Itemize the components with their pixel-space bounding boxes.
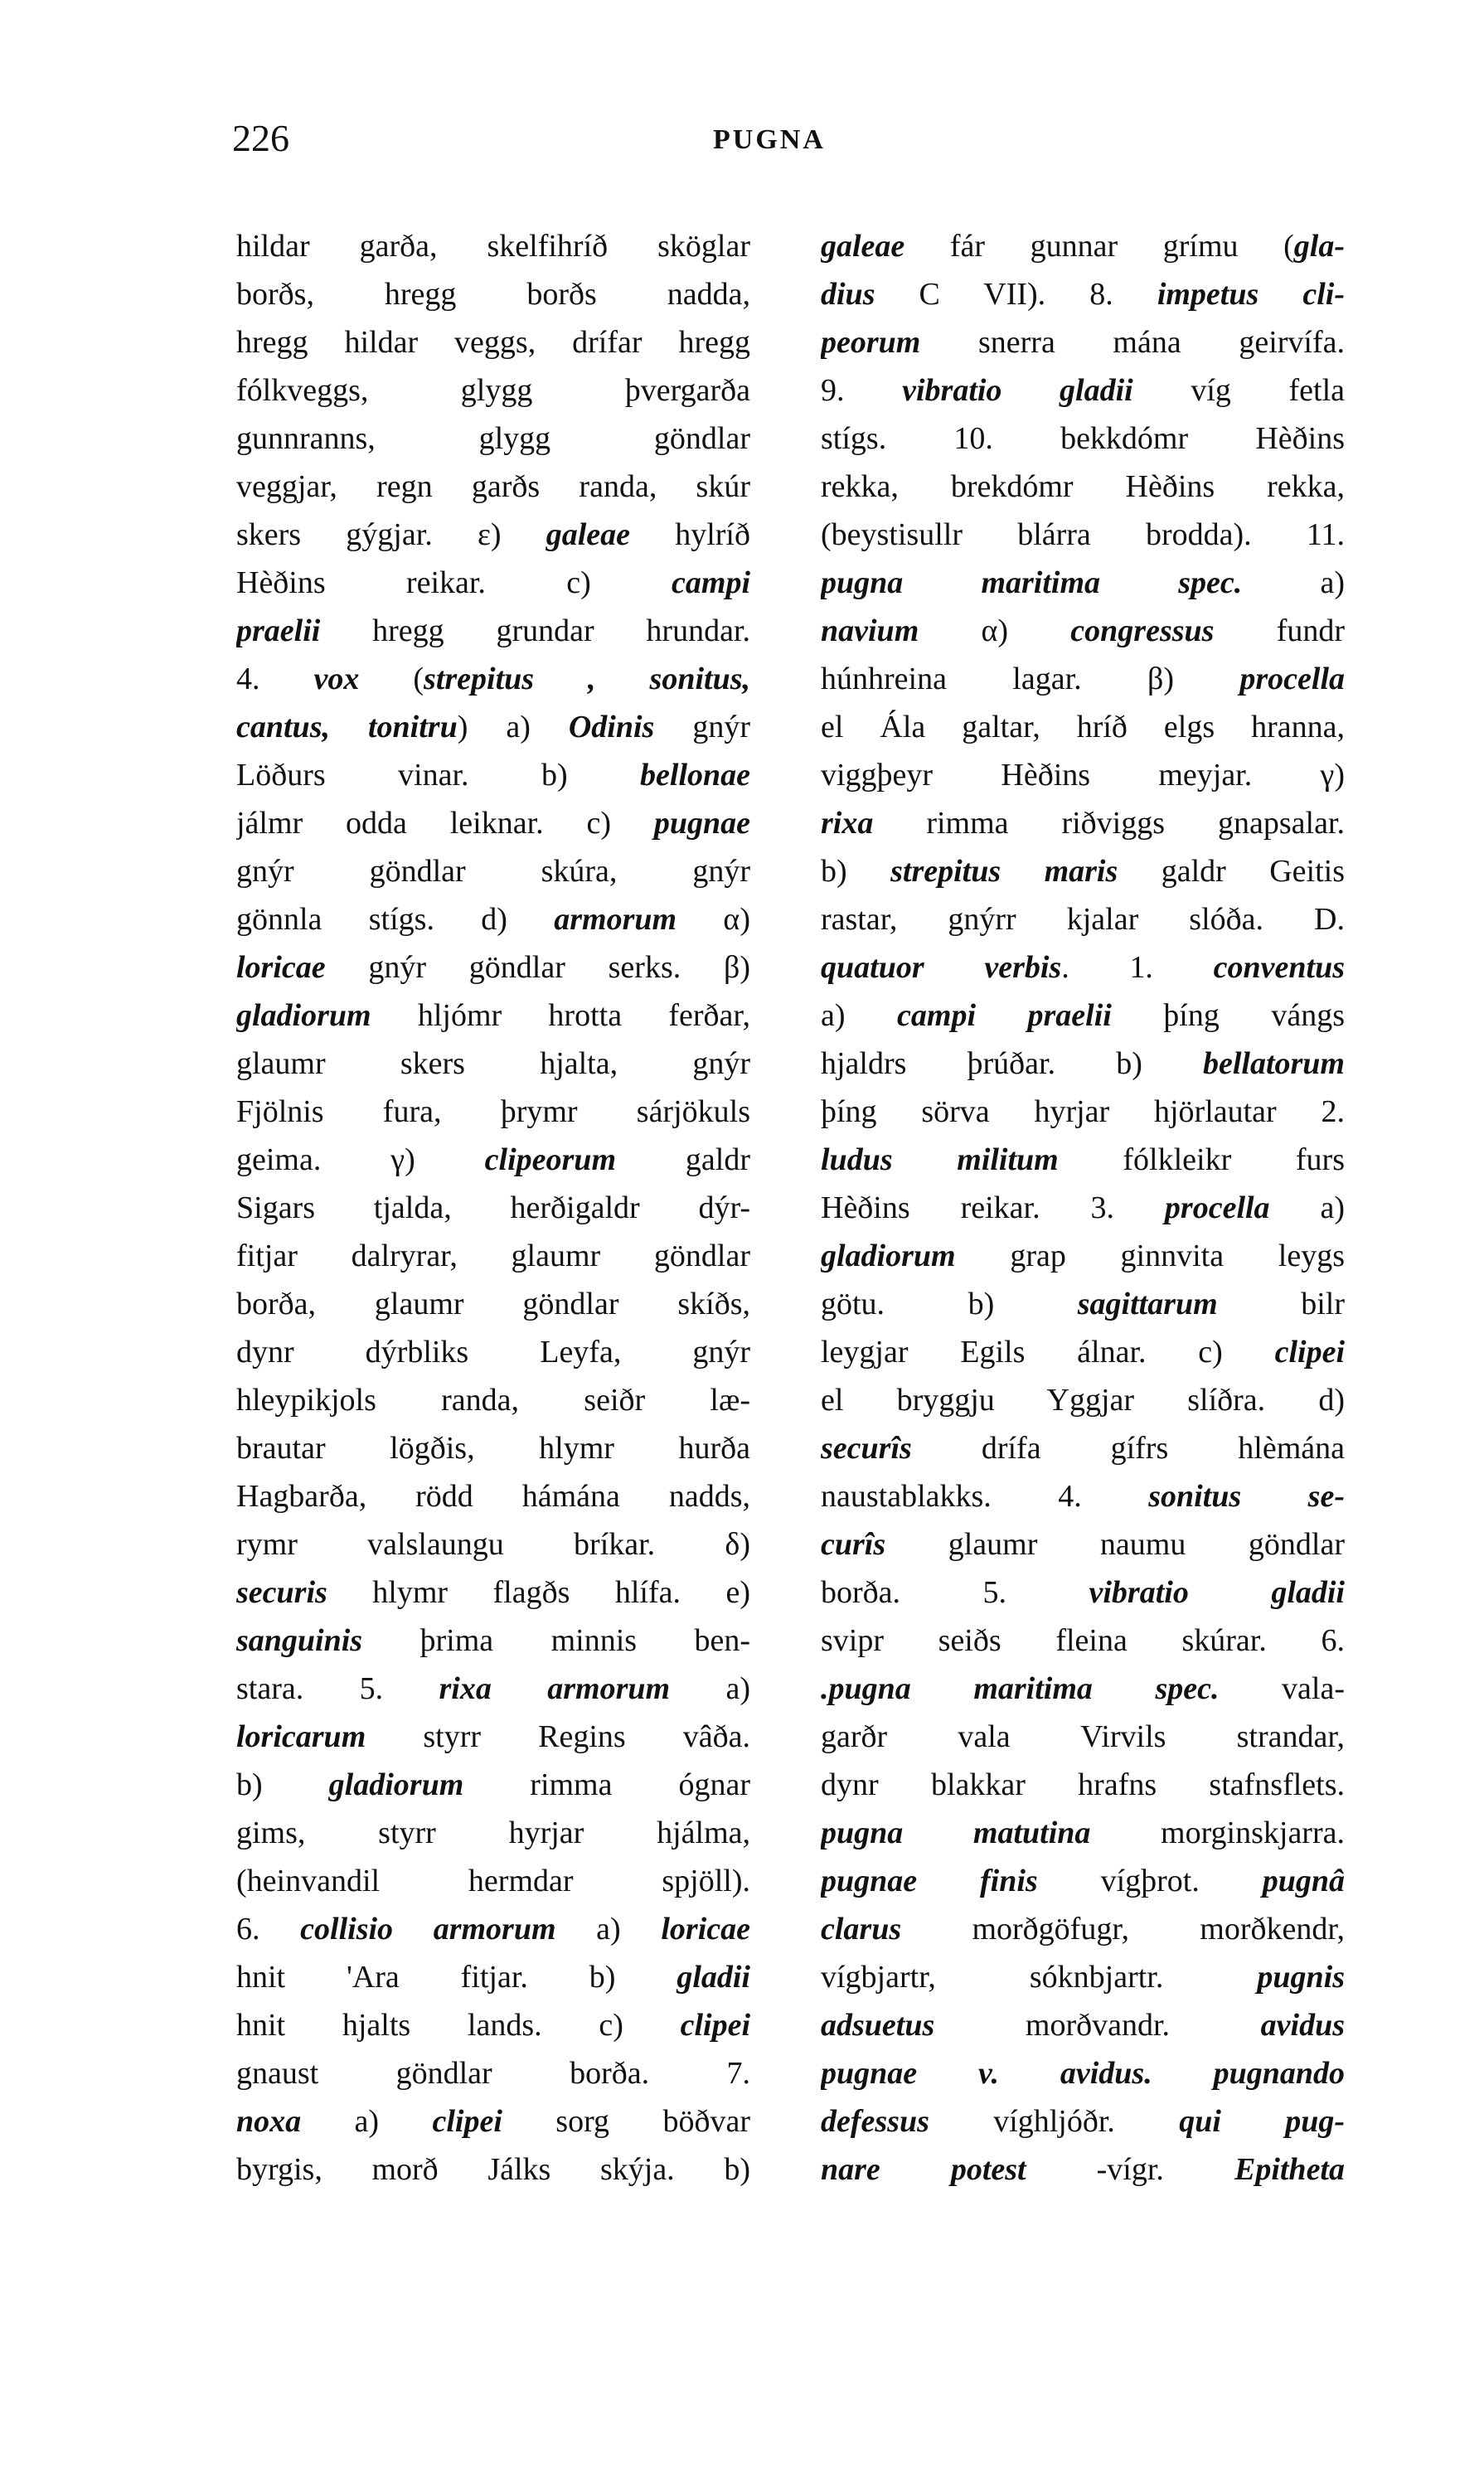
text-segment: galdr Geitis bbox=[1118, 854, 1345, 889]
text-line bbox=[821, 1088, 1345, 1136]
text-segment: naustablakks. 4. bbox=[821, 1479, 1149, 1514]
latin-term: gladiorum bbox=[236, 998, 371, 1033]
text-segment: el Ála galtar, hríð elgs hranna, bbox=[821, 710, 1345, 744]
text-segment: stara. 5. bbox=[236, 1671, 439, 1706]
text-line bbox=[821, 943, 1345, 991]
latin-term: impetus cli- bbox=[1157, 277, 1345, 312]
latin-term: galeae bbox=[821, 229, 905, 264]
text-line bbox=[236, 1424, 750, 1472]
text-line bbox=[821, 1761, 1345, 1809]
text-segment: stígs. 10. bekkdómr Hèðins bbox=[821, 421, 1345, 456]
text-segment: vígbjartr, sóknbjartr. bbox=[821, 1960, 1258, 1995]
text-segment: bilr bbox=[1217, 1287, 1345, 1321]
text-segment: Hagbarða, rödd hámána nadds, bbox=[236, 1479, 750, 1514]
text-segment: 6. bbox=[236, 1912, 301, 1946]
text-line bbox=[821, 1136, 1345, 1184]
text-segment: viggþeyr Hèðins meyjar. γ) bbox=[821, 758, 1345, 793]
text-line bbox=[821, 511, 1345, 559]
text-segment: fár gunnar grímu ( bbox=[904, 229, 1294, 264]
text-segment: Hèðins reikar. 3. bbox=[821, 1190, 1165, 1225]
latin-term: nare potest bbox=[821, 2152, 1026, 2187]
text-segment: hjaldrs þrúðar. b) bbox=[821, 1046, 1203, 1081]
text-line bbox=[236, 1809, 750, 1857]
latin-term: pugna maritima spec. bbox=[821, 565, 1243, 600]
text-segment: Fjölnis fura, þrymr sárjökuls bbox=[236, 1094, 750, 1129]
text-line bbox=[821, 2145, 1345, 2194]
latin-term: galeae bbox=[546, 517, 631, 552]
text-segment: hregg grundar hrundar. bbox=[320, 613, 750, 648]
text-line bbox=[821, 1905, 1345, 1953]
text-line bbox=[236, 655, 750, 703]
text-line bbox=[821, 991, 1345, 1040]
text-line bbox=[236, 1040, 750, 1088]
text-line bbox=[236, 1713, 750, 1761]
text-segment: morðvandr. bbox=[934, 2008, 1261, 2043]
text-line bbox=[821, 318, 1345, 366]
text-line bbox=[821, 366, 1345, 414]
text-segment: ( bbox=[359, 662, 424, 696]
text-line bbox=[236, 463, 750, 511]
text-line bbox=[821, 1232, 1345, 1280]
text-segment: b) bbox=[236, 1767, 329, 1802]
latin-term: adsuetus bbox=[821, 2008, 935, 2043]
text-segment: rimma ógnar bbox=[463, 1767, 750, 1802]
latin-term: praelii bbox=[236, 613, 321, 648]
text-line bbox=[236, 414, 750, 463]
text-segment: 9. bbox=[821, 373, 903, 408]
text-line bbox=[236, 1328, 750, 1376]
text-segment: veggjar, regn garðs randa, skúr bbox=[236, 469, 750, 504]
latin-term: congressus bbox=[1070, 613, 1215, 648]
text-segment: a) bbox=[670, 1671, 750, 1706]
text-line bbox=[821, 414, 1345, 463]
latin-term: securis bbox=[236, 1575, 327, 1610]
text-line bbox=[236, 895, 750, 943]
latin-term: sonitus se- bbox=[1148, 1479, 1345, 1514]
latin-term: loricarum bbox=[236, 1719, 366, 1754]
latin-term: strepitus , sonitus, bbox=[424, 662, 750, 696]
latin-term: defessus bbox=[821, 2104, 929, 2139]
text-line bbox=[236, 2097, 750, 2145]
text-line bbox=[821, 1809, 1345, 1857]
text-segment: vígþrot. bbox=[1037, 1864, 1263, 1898]
text-line bbox=[236, 318, 750, 366]
text-segment: styrr Regins vâða. bbox=[366, 1719, 750, 1754]
text-segment: brautar lögðis, hlymr hurða bbox=[236, 1431, 750, 1466]
text-line bbox=[236, 799, 750, 847]
latin-term: cantus, tonitru bbox=[236, 710, 458, 744]
text-line bbox=[236, 1761, 750, 1809]
text-segment: gims, styrr hyrjar hjálma, bbox=[236, 1816, 750, 1850]
text-segment: garðr vala Virvils strandar, bbox=[821, 1719, 1345, 1754]
text-line bbox=[821, 2049, 1345, 2097]
text-line bbox=[236, 1905, 750, 1953]
text-segment: ) a) bbox=[457, 710, 569, 744]
text-line bbox=[236, 559, 750, 607]
latin-term: pugnâ bbox=[1262, 1864, 1345, 1898]
latin-term: conventus bbox=[1213, 950, 1345, 985]
latin-term: loricae bbox=[236, 950, 326, 985]
text-segment: morðgöfugr, morðkendr, bbox=[901, 1912, 1345, 1946]
text-segment: -vígr. bbox=[1026, 2152, 1234, 2187]
latin-term: clipeorum bbox=[484, 1142, 616, 1177]
latin-term: avidus bbox=[1260, 2008, 1345, 2043]
text-segment: . 1. bbox=[1061, 950, 1214, 985]
text-line bbox=[821, 1184, 1345, 1232]
latin-term: armorum bbox=[554, 902, 677, 937]
text-segment: borða. 5. bbox=[821, 1575, 1089, 1610]
text-line bbox=[821, 1040, 1345, 1088]
text-line bbox=[821, 751, 1345, 799]
latin-term: noxa bbox=[236, 2104, 302, 2139]
text-segment: gönnla stígs. d) bbox=[236, 902, 555, 937]
text-segment: el bryggju Yggjar slíðra. d) bbox=[821, 1383, 1345, 1418]
text-segment: a) bbox=[1269, 1190, 1345, 1225]
text-line bbox=[236, 2001, 750, 2049]
text-line bbox=[821, 1713, 1345, 1761]
latin-term: quatuor verbis bbox=[821, 950, 1062, 985]
latin-term: curîs bbox=[821, 1527, 886, 1562]
text-segment: jálmr odda leiknar. c) bbox=[236, 806, 654, 841]
text-segment: a) bbox=[1242, 565, 1345, 600]
latin-term: Odinis bbox=[568, 710, 655, 744]
text-line bbox=[821, 2001, 1345, 2049]
latin-term: sanguinis bbox=[236, 1623, 363, 1658]
latin-term: pugnae finis bbox=[821, 1864, 1038, 1898]
text-segment: fólkveggs, glygg þvergarða bbox=[236, 373, 750, 408]
latin-term: clipei bbox=[680, 2008, 750, 2043]
text-line bbox=[821, 1568, 1345, 1617]
text-segment: hildar garða, skelfihríð sköglar bbox=[236, 229, 750, 264]
text-line bbox=[821, 799, 1345, 847]
latin-term: securîs bbox=[821, 1431, 912, 1466]
text-line bbox=[821, 2097, 1345, 2145]
text-segment: hljómr hrotta ferðar, bbox=[371, 998, 750, 1033]
text-segment: Löðurs vinar. b) bbox=[236, 758, 641, 793]
text-column-right bbox=[821, 222, 1345, 2194]
text-segment: húnhreina lagar. β) bbox=[821, 662, 1240, 696]
text-segment: rymr valslaungu bríkar. δ) bbox=[236, 1527, 750, 1562]
text-segment: a) bbox=[555, 1912, 662, 1946]
text-segment: hlymr flagðs hlífa. e) bbox=[327, 1575, 750, 1610]
latin-term: loricae bbox=[661, 1912, 750, 1946]
text-line bbox=[236, 1232, 750, 1280]
latin-term: campi praelii bbox=[897, 998, 1112, 1033]
text-segment: gunnranns, glygg göndlar bbox=[236, 421, 750, 456]
text-line bbox=[236, 2049, 750, 2097]
text-line bbox=[236, 1568, 750, 1617]
text-segment: dynr blakkar hrafns stafnsflets. bbox=[821, 1767, 1345, 1802]
latin-term: gladii bbox=[677, 1960, 750, 1995]
latin-term: dius bbox=[821, 277, 875, 312]
text-segment: götu. b) bbox=[821, 1287, 1078, 1321]
text-segment: b) bbox=[821, 854, 891, 889]
text-segment: α) bbox=[677, 902, 750, 937]
text-line bbox=[236, 847, 750, 895]
text-line bbox=[236, 943, 750, 991]
text-segment: (heinvandil hermdar spjöll). bbox=[236, 1864, 750, 1898]
text-line bbox=[821, 1376, 1345, 1424]
latin-term: .pugna maritima spec. bbox=[821, 1671, 1220, 1706]
text-line bbox=[821, 1953, 1345, 2001]
text-segment: víghljóðr. bbox=[929, 2104, 1180, 2139]
latin-term: procella bbox=[1239, 662, 1345, 696]
latin-term: qui pug- bbox=[1179, 2104, 1345, 2139]
text-line bbox=[821, 847, 1345, 895]
text-segment: Hèðins reikar. c) bbox=[236, 565, 672, 600]
text-segment: borðs, hregg borðs nadda, bbox=[236, 277, 750, 312]
text-line bbox=[821, 463, 1345, 511]
text-line bbox=[821, 607, 1345, 655]
text-segment: glaumr naumu göndlar bbox=[885, 1527, 1345, 1562]
text-line bbox=[236, 1280, 750, 1328]
text-line bbox=[236, 607, 750, 655]
text-segment: dynr dýrbliks Leyfa, gnýr bbox=[236, 1335, 750, 1370]
text-segment: byrgis, morð Jálks skýja. b) bbox=[236, 2152, 750, 2187]
text-segment: gnaust göndlar borða. 7. bbox=[236, 2056, 750, 2091]
page-number: 226 bbox=[232, 117, 289, 159]
latin-term: campi bbox=[672, 565, 750, 600]
text-line bbox=[821, 1424, 1345, 1472]
text-segment: α) bbox=[919, 613, 1071, 648]
text-line bbox=[236, 1665, 750, 1713]
latin-term: pugna matutina bbox=[821, 1816, 1091, 1850]
text-line bbox=[821, 655, 1345, 703]
text-segment: glaumr skers hjalta, gnýr bbox=[236, 1046, 750, 1081]
text-line bbox=[821, 1520, 1345, 1568]
text-segment: fundr bbox=[1214, 613, 1345, 648]
latin-term: procella bbox=[1164, 1190, 1270, 1225]
text-line bbox=[236, 1472, 750, 1520]
text-segment: snerra mána geirvífa. bbox=[920, 325, 1345, 360]
text-segment: vala- bbox=[1219, 1671, 1345, 1706]
text-line bbox=[236, 270, 750, 318]
text-segment: hnit 'Ara fitjar. b) bbox=[236, 1960, 677, 1995]
text-line bbox=[821, 222, 1345, 270]
text-segment: gnýr göndlar skúra, gnýr bbox=[236, 854, 750, 889]
latin-term: collisio armorum bbox=[300, 1912, 556, 1946]
text-segment: a) bbox=[301, 2104, 433, 2139]
text-segment: morginskjarra. bbox=[1090, 1816, 1345, 1850]
text-line bbox=[821, 895, 1345, 943]
text-column-left bbox=[236, 222, 750, 2194]
text-segment: leygjar Egils álnar. c) bbox=[821, 1335, 1275, 1370]
text-line bbox=[236, 991, 750, 1040]
text-segment: Sigars tjalda, herðigaldr dýr- bbox=[236, 1190, 750, 1225]
latin-term: gla- bbox=[1293, 229, 1345, 264]
text-segment: hylríð bbox=[630, 517, 750, 552]
text-segment: drífa gífrs hlèmána bbox=[911, 1431, 1345, 1466]
latin-term: rixa bbox=[821, 806, 874, 841]
latin-term: Epitheta bbox=[1234, 2152, 1345, 2187]
latin-term: rixa armorum bbox=[439, 1671, 671, 1706]
text-segment: geima. γ) bbox=[236, 1142, 485, 1177]
latin-term: vibratio gladii bbox=[1089, 1575, 1345, 1610]
text-line bbox=[821, 1857, 1345, 1905]
text-segment: hleypikjols randa, seiðr læ- bbox=[236, 1383, 750, 1418]
text-line bbox=[236, 1953, 750, 2001]
latin-term: vibratio gladii bbox=[902, 373, 1133, 408]
latin-term: gladiorum bbox=[328, 1767, 464, 1802]
text-line bbox=[821, 270, 1345, 318]
text-segment: grap ginnvita leygs bbox=[955, 1239, 1345, 1273]
text-line bbox=[236, 1376, 750, 1424]
text-segment: svipr seiðs fleina skúrar. 6. bbox=[821, 1623, 1345, 1658]
text-line bbox=[236, 751, 750, 799]
latin-term: clipei bbox=[1274, 1335, 1345, 1370]
latin-term: ludus militum bbox=[821, 1142, 1059, 1177]
text-segment: hnit hjalts lands. c) bbox=[236, 2008, 681, 2043]
text-line bbox=[821, 1665, 1345, 1713]
text-line bbox=[821, 1472, 1345, 1520]
text-segment: fitjar dalryrar, glaumr göndlar bbox=[236, 1239, 750, 1273]
text-segment: galdr bbox=[616, 1142, 750, 1177]
latin-term: pugnae bbox=[653, 806, 750, 841]
text-segment: þíng sörva hyrjar hjörlautar 2. bbox=[821, 1094, 1345, 1129]
text-line bbox=[236, 222, 750, 270]
text-line bbox=[236, 1184, 750, 1232]
text-segment: hregg hildar veggs, drífar hregg bbox=[236, 325, 750, 360]
text-line bbox=[236, 1520, 750, 1568]
latin-term: pugnae v. avidus. pugnando bbox=[821, 2056, 1345, 2091]
latin-term: navium bbox=[821, 613, 919, 648]
latin-term: pugnis bbox=[1257, 1960, 1345, 1995]
latin-term: clarus bbox=[821, 1912, 902, 1946]
latin-term: gladiorum bbox=[821, 1239, 956, 1273]
text-line bbox=[821, 703, 1345, 751]
text-segment: C VII). 8. bbox=[875, 277, 1157, 312]
text-line bbox=[236, 1136, 750, 1184]
text-segment: þrima minnis ben- bbox=[362, 1623, 750, 1658]
text-line bbox=[236, 511, 750, 559]
latin-term: strepitus maris bbox=[890, 854, 1118, 889]
text-line bbox=[236, 703, 750, 751]
text-segment: rekka, brekdómr Hèðins rekka, bbox=[821, 469, 1345, 504]
latin-term: vox bbox=[313, 662, 360, 696]
running-head: PUGNA bbox=[713, 124, 826, 155]
text-line bbox=[236, 1088, 750, 1136]
text-line bbox=[236, 366, 750, 414]
text-segment: (beystisullr blárra brodda). 11. bbox=[821, 517, 1345, 552]
text-line bbox=[236, 1617, 750, 1665]
text-line bbox=[821, 1328, 1345, 1376]
text-segment: víg fetla bbox=[1132, 373, 1345, 408]
text-segment: gnýr göndlar serks. β) bbox=[325, 950, 750, 985]
latin-term: sagittarum bbox=[1077, 1287, 1218, 1321]
text-line bbox=[821, 1280, 1345, 1328]
text-segment: sorg böðvar bbox=[502, 2104, 750, 2139]
text-segment: skers gýgjar. ε) bbox=[236, 517, 546, 552]
text-segment: 4. bbox=[236, 662, 314, 696]
text-line bbox=[236, 1857, 750, 1905]
text-segment: gnýr bbox=[654, 710, 750, 744]
text-segment: fólkleikr furs bbox=[1058, 1142, 1345, 1177]
latin-term: peorum bbox=[821, 325, 921, 360]
text-segment: þíng vángs bbox=[1111, 998, 1345, 1033]
text-segment: rastar, gnýrr kjalar slóða. D. bbox=[821, 902, 1345, 937]
latin-term: bellatorum bbox=[1202, 1046, 1345, 1081]
text-line bbox=[821, 1617, 1345, 1665]
text-segment: borða, glaumr göndlar skíðs, bbox=[236, 1287, 750, 1321]
text-line bbox=[236, 2145, 750, 2194]
text-segment: rimma riðviggs gnapsalar. bbox=[873, 806, 1345, 841]
text-segment: a) bbox=[821, 998, 898, 1033]
latin-term: clipei bbox=[432, 2104, 502, 2139]
latin-term: bellonae bbox=[640, 758, 750, 793]
text-line bbox=[821, 559, 1345, 607]
